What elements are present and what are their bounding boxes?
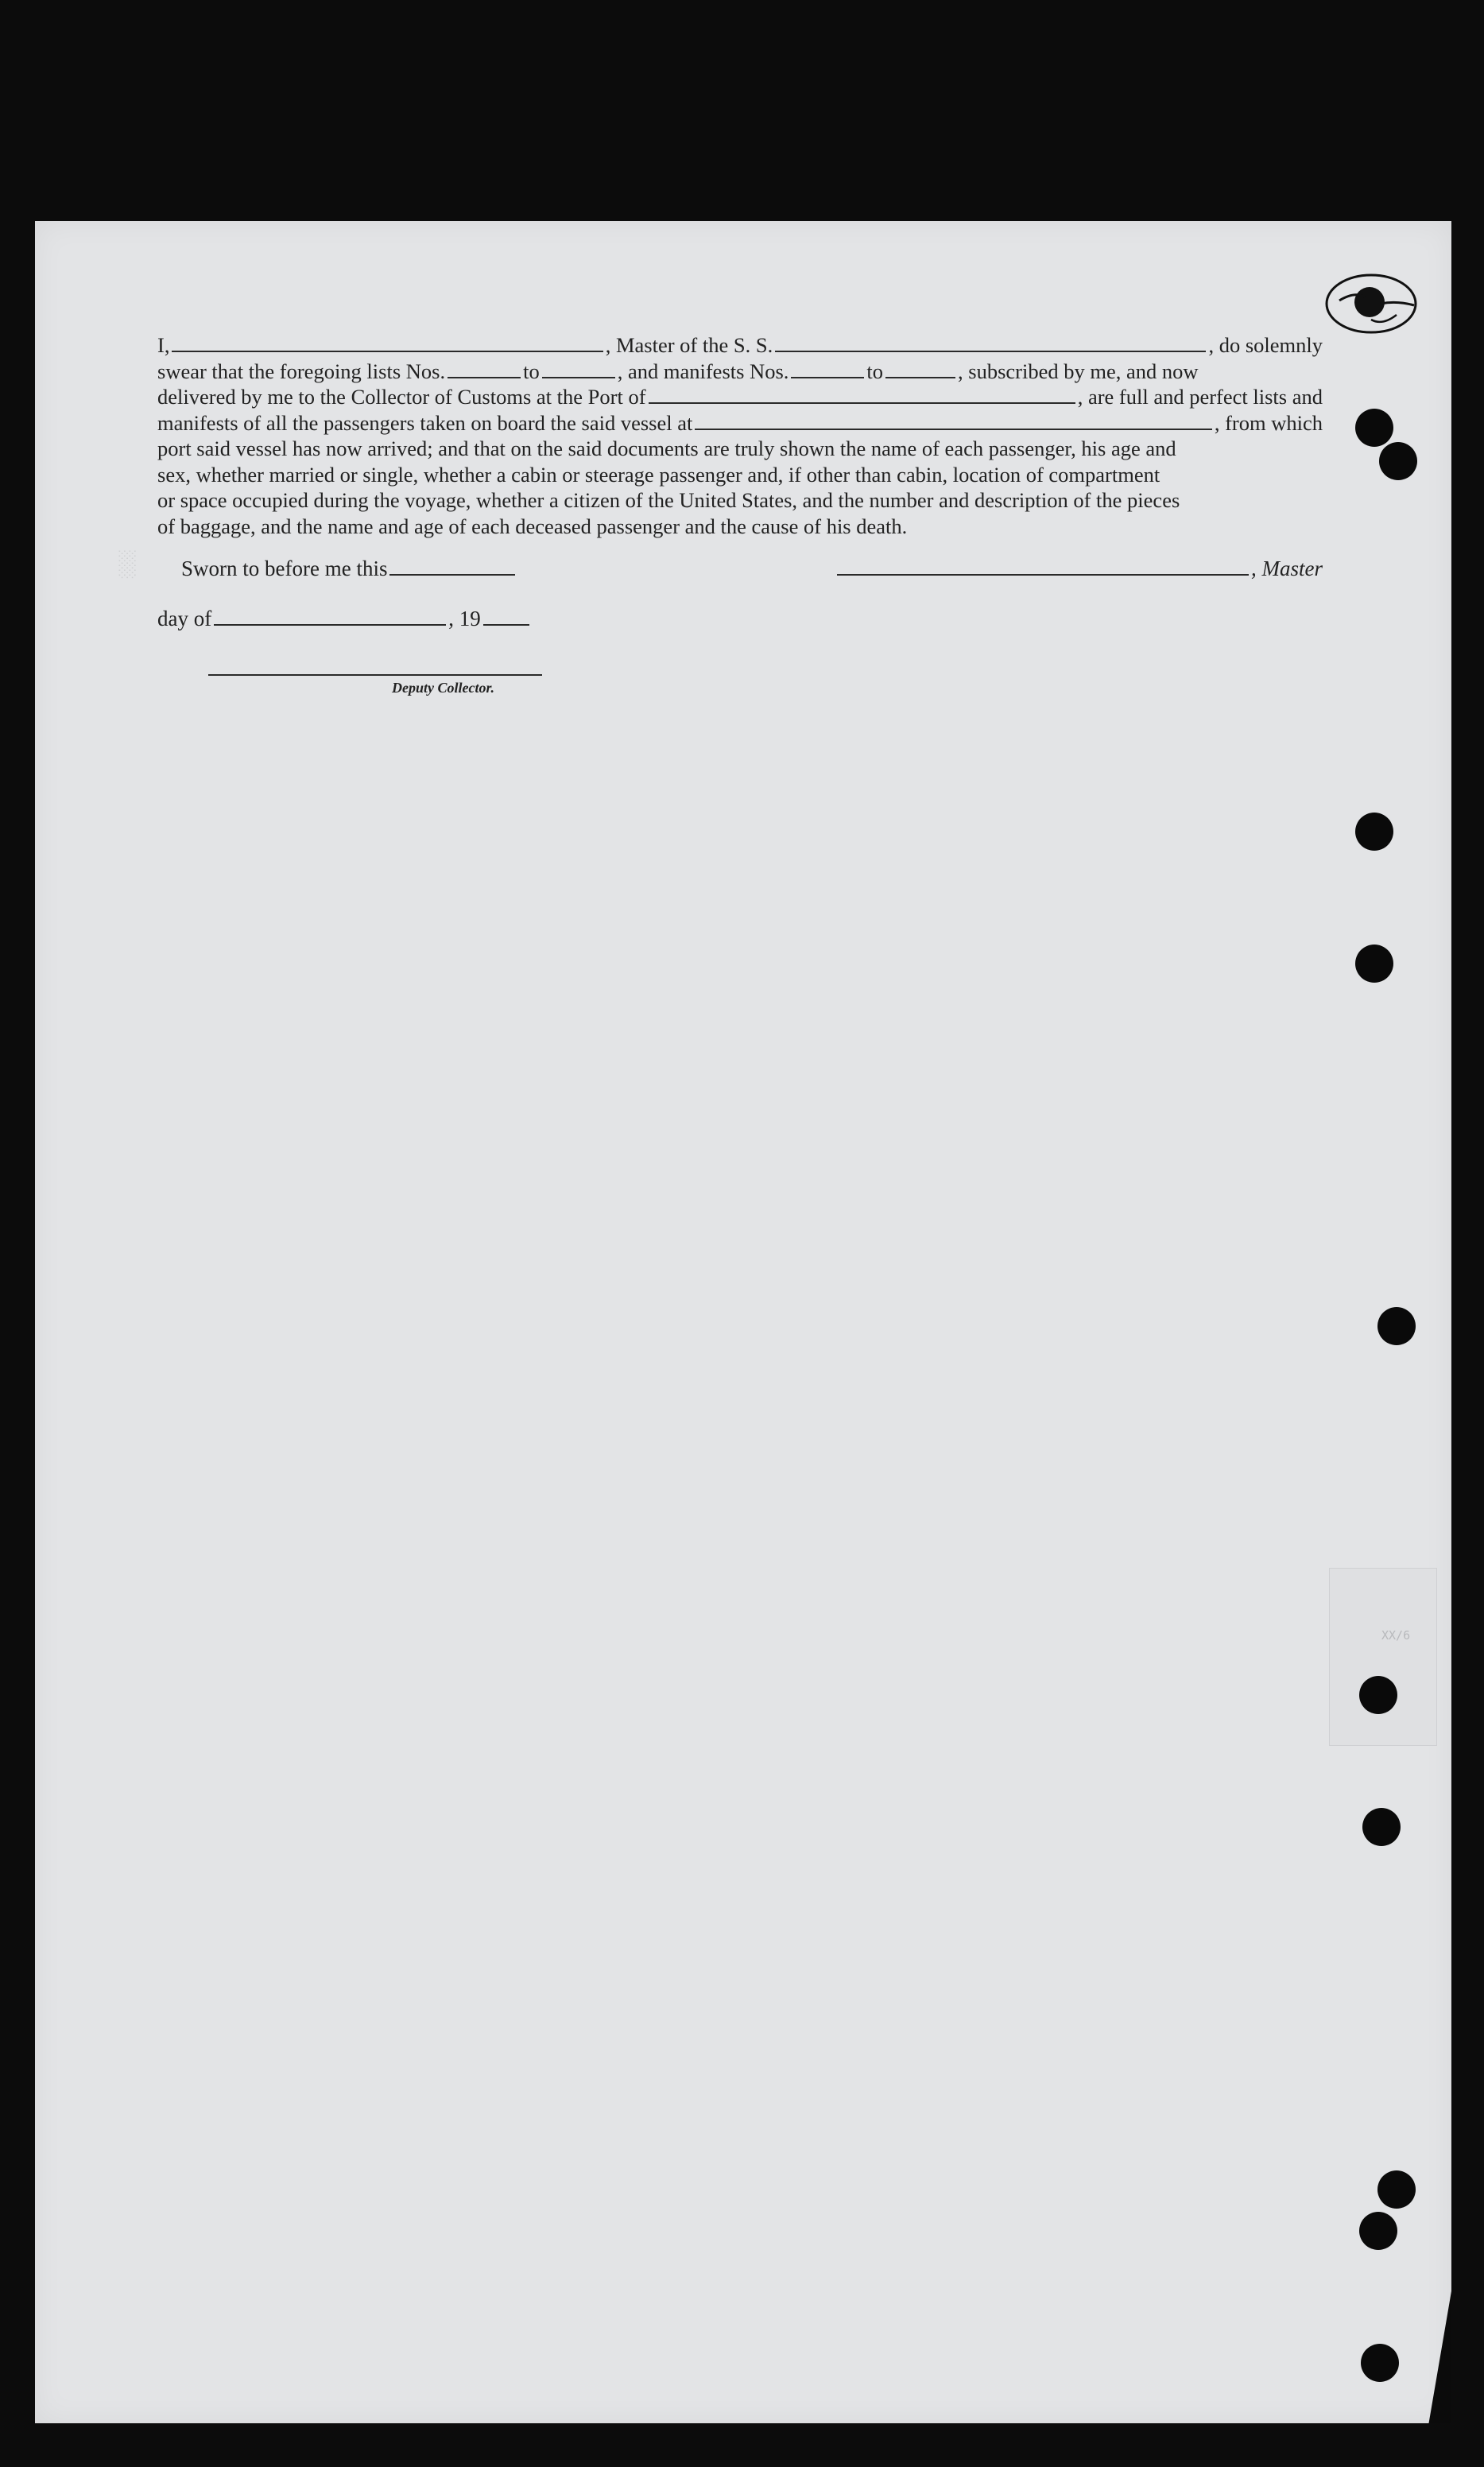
oath-text: I, [157,333,170,357]
punch-hole [1359,1676,1397,1714]
deputy-collector-label: Deputy Collector. [392,680,494,696]
lists-to-blank[interactable] [542,376,615,378]
punch-hole [1379,442,1417,480]
oath-text: , from which [1214,410,1323,435]
master-label: , Master [1251,557,1323,580]
oath-text: of baggage, and the name and age of each deceased passenger and the cause of his death. [157,514,908,538]
oath-text: , are full and perfect lists and [1077,385,1323,409]
oath-text: delivered by me to the Collector of Customs at the Port of [157,385,646,409]
month-blank[interactable] [214,623,446,626]
oath-text: to [866,359,884,383]
master-name-blank[interactable] [172,350,603,352]
lists-from-blank[interactable] [448,376,521,378]
punch-hole [1377,1307,1416,1345]
oath-line-7 [157,487,1323,514]
year-label: , 19 [448,607,481,630]
embark-port-blank[interactable] [695,428,1212,430]
index-tab [1329,1568,1437,1746]
punch-hole [1361,2344,1399,2382]
stamp-mark-icon [1323,269,1422,337]
master-signature-blank[interactable] [837,573,1249,576]
sworn-date-blank[interactable] [389,573,515,576]
oath-line-5 [157,436,1323,462]
oath-text: or space occupied during the voyage, whether a citizen of the United States, and the number and description of the pieces [157,488,1180,512]
deputy-signature-line[interactable] [208,674,542,676]
punch-hole [1355,813,1393,851]
punch-hole [1355,409,1393,447]
punch-hole [1359,2212,1397,2250]
oath-text: , do solemnly [1208,333,1323,357]
oath-text: manifests of all the passengers taken on board the said vessel at [157,410,693,435]
oath-text: , subscribed by me, and now [958,359,1199,383]
master-signature-line [835,557,1323,581]
punch-hole [1377,2170,1416,2209]
punch-hole [1355,945,1393,983]
oath-line-1 [157,332,1323,359]
master-oath-paragraph [157,332,1323,539]
year-blank[interactable] [483,623,529,626]
oath-text: swear that the foregoing lists Nos. [157,359,446,383]
oath-text: port said vessel has now arrived; and that on the said documents are truly shown the name of each passenger, his age and [157,436,1176,460]
port-blank[interactable] [649,401,1075,404]
manifests-to-blank[interactable] [885,376,955,378]
oath-text: to [523,359,540,383]
oath-line-3 [157,384,1323,410]
faint-smudge: ░ [118,549,136,577]
sworn-label: Sworn to before me this [181,557,388,580]
oath-text: sex, whether married or single, whether a cabin or steerage passenger and, if other than cabin, location of compartment [157,462,1160,487]
oath-text: , and manifests Nos. [617,359,789,383]
sworn-line [181,557,517,581]
ship-name-blank[interactable] [775,350,1206,352]
tab-label: XX/6 [1381,1628,1411,1643]
oath-line-4 [157,410,1323,436]
oath-line-2 [157,359,1323,385]
oath-line-8 [157,514,1323,540]
day-of-line [157,607,532,631]
document-page [35,221,1451,2423]
oath-text: , Master of the S. S. [605,333,773,357]
oath-line-6 [157,462,1323,488]
manifests-from-blank[interactable] [791,376,864,378]
punch-hole [1362,1808,1401,1846]
day-of-label: day of [157,607,212,630]
